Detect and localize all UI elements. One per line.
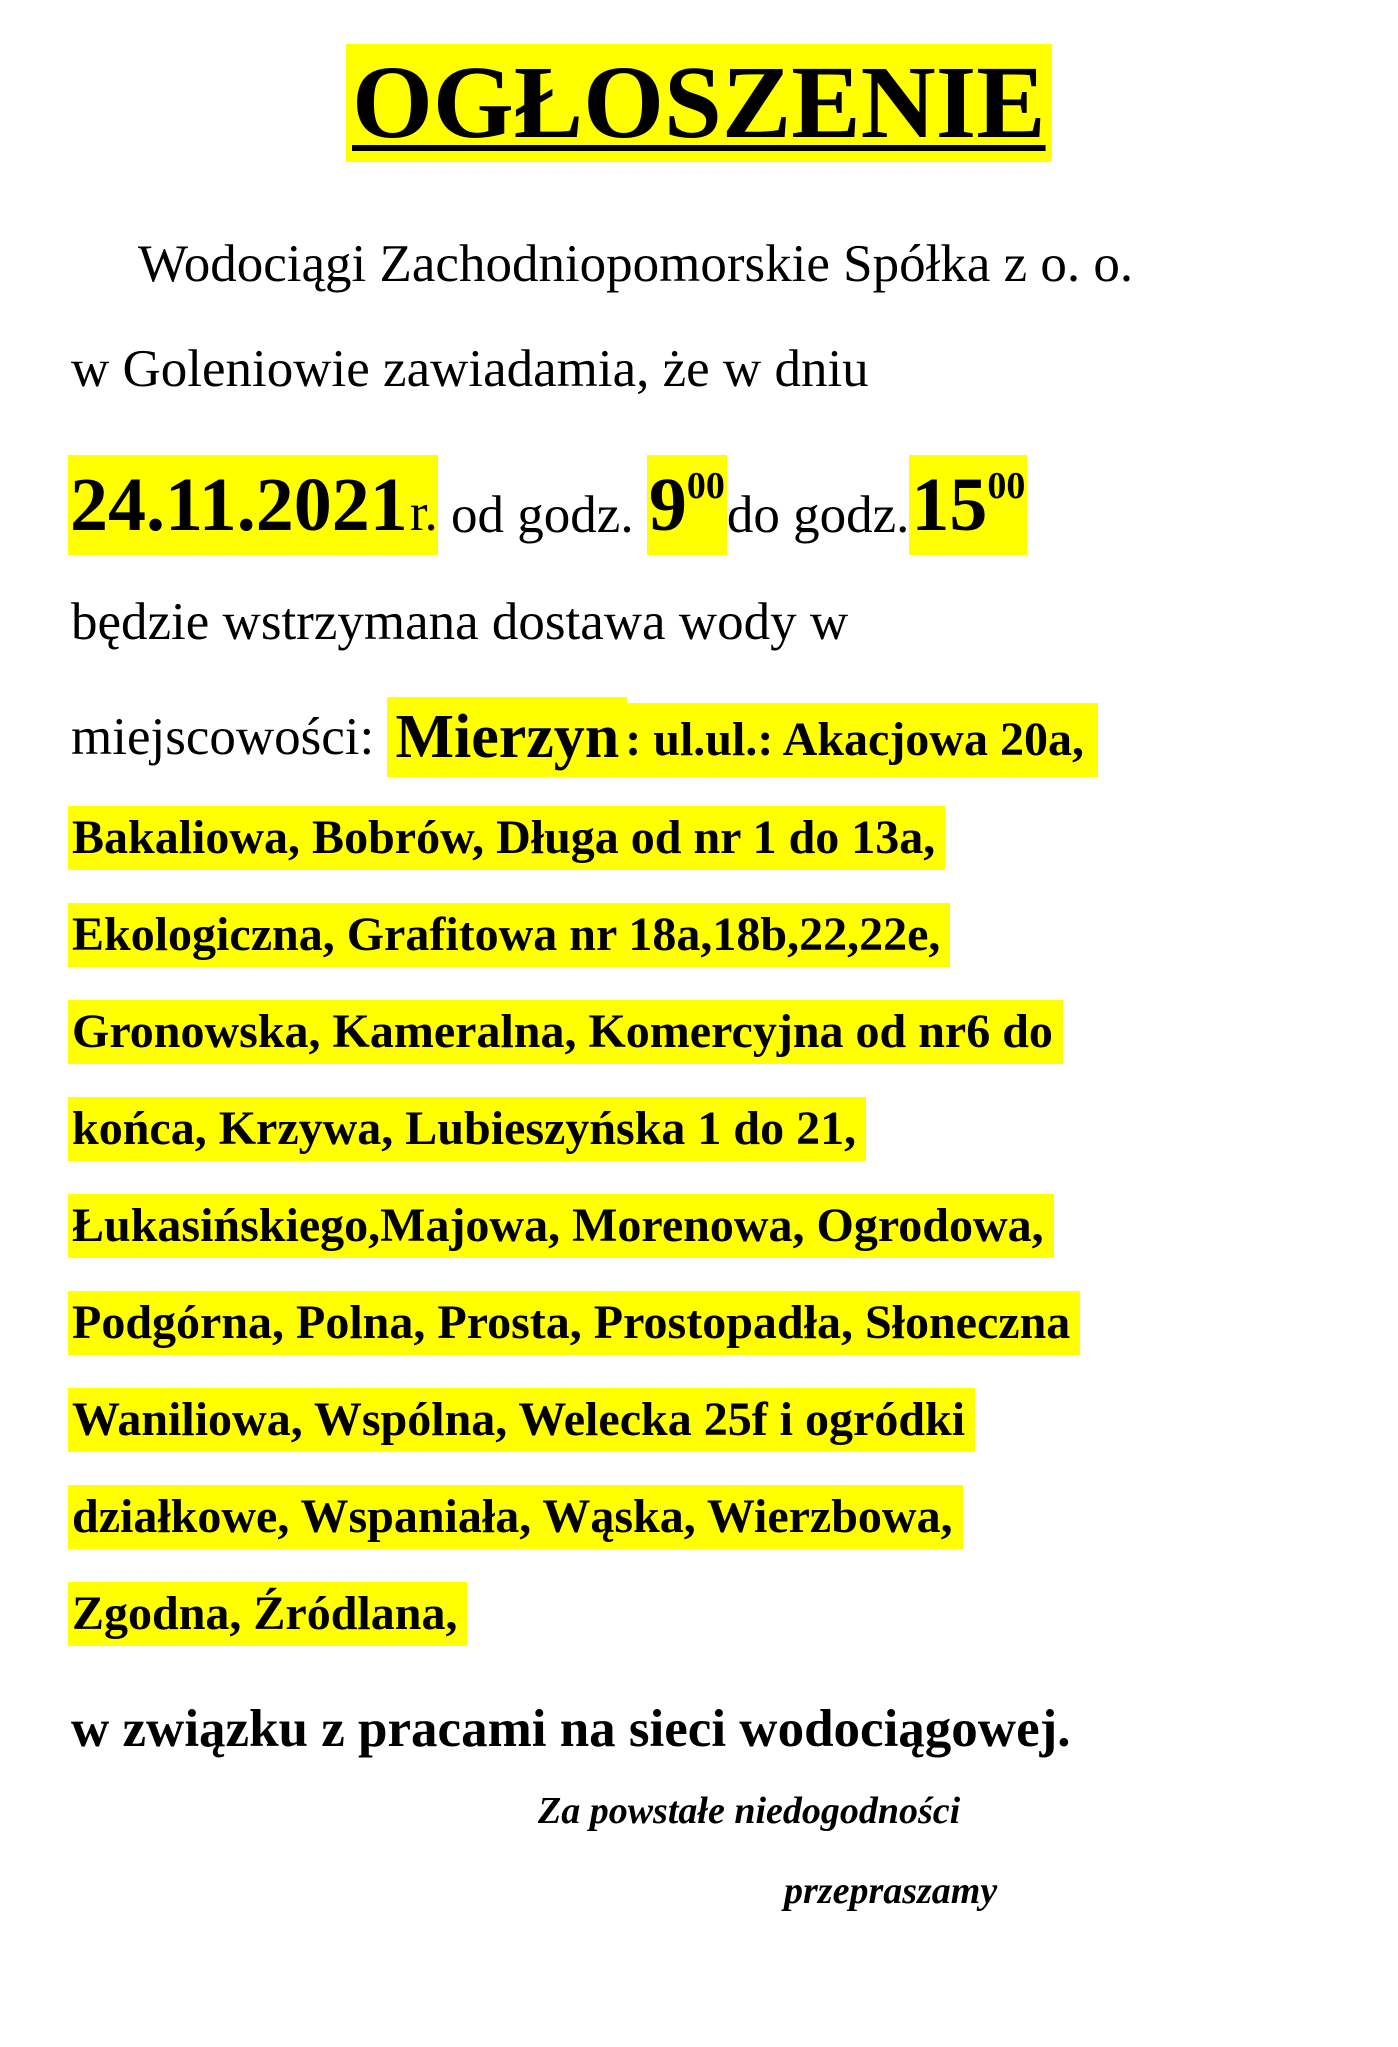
closing-reason: w związku z pracami na sieci wodociągowej. — [71, 1700, 1071, 1758]
start-hour: 9 — [648, 463, 687, 547]
streets-line: działkowe, Wspaniała, Wąska, Wierzbowa, — [68, 1485, 963, 1549]
date-suffix: r. — [409, 484, 438, 542]
end-minutes: 00 — [987, 465, 1026, 507]
streets-line: Gronowska, Kameralna, Komercyjna od nr6 do — [68, 1000, 1063, 1064]
start-minutes: 00 — [686, 465, 725, 507]
to-label: do godz. — [726, 486, 910, 544]
location-label: miejscowości: — [71, 708, 388, 766]
streets-intro: : ul.ul.: Akacjowa 20a, — [619, 703, 1098, 777]
apology-line-1: Za powstałe niedogodności — [538, 1790, 961, 1832]
streets-line: Podgórna, Polna, Prosta, Prostopadła, Słoneczna — [68, 1291, 1080, 1355]
streets-line: Łukasińskiego,Majowa, Morenowa, Ogrodowa, — [68, 1194, 1054, 1258]
date-highlight — [68, 455, 438, 555]
announcement-title: OGŁOSZENIE — [346, 44, 1052, 162]
notice-line: będzie wstrzymana dostawa wody w — [71, 593, 849, 651]
location-line — [71, 697, 1098, 777]
streets-line: Waniliowa, Wspólna, Welecka 25f i ogródki — [68, 1388, 975, 1452]
outage-date: 24.11.2021 — [70, 463, 408, 547]
streets-line: Bakaliowa, Bobrów, Długa od nr 1 do 13a, — [68, 806, 945, 870]
intro-line-2: w Goleniowie zawiadamia, że w dniu — [71, 340, 869, 398]
from-label: od godz. — [437, 486, 647, 544]
end-time — [909, 455, 1027, 555]
streets-line: Ekologiczna, Grafitowa nr 18a,18b,22,22e, — [68, 903, 950, 967]
streets-line: Zgodna, Źródlana, — [68, 1582, 467, 1646]
schedule-line — [68, 455, 1027, 555]
intro-line-1: Wodociągi Zachodniopomorskie Spółka z o. o. — [138, 235, 1134, 293]
place-name: Mierzyn — [387, 697, 627, 777]
start-time — [647, 455, 727, 555]
apology-line-2: przepraszamy — [784, 1870, 998, 1912]
end-hour: 15 — [911, 463, 988, 547]
streets-line: końca, Krzywa, Lubieszyńska 1 do 21, — [68, 1097, 866, 1161]
